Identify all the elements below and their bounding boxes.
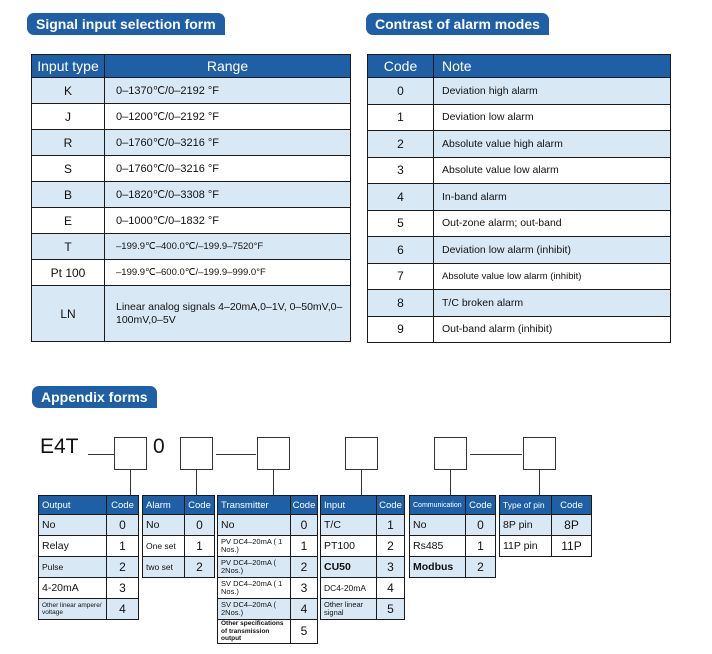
- communication-table: [409, 495, 496, 578]
- table-row: [143, 536, 215, 557]
- column-header: Type of pin: [500, 496, 552, 515]
- table-row: [500, 536, 592, 557]
- table-row: [368, 104, 671, 131]
- option-cell: SV DC4–20mA ( 1 Nos.): [218, 578, 291, 599]
- code-cell: 4: [107, 599, 139, 620]
- code-cell: 1: [107, 536, 139, 557]
- connector-line: [361, 470, 362, 495]
- code-cell: 3: [377, 557, 405, 578]
- option-cell: T/C: [321, 515, 377, 536]
- signal-section-title: Signal input selection form: [27, 13, 225, 35]
- connector-line: [130, 470, 131, 495]
- output-table: [38, 495, 139, 620]
- code-cell: 9: [368, 316, 434, 343]
- note-cell: Absolute value low alarm (inhibit): [434, 263, 671, 290]
- input-type-cell: R: [32, 130, 105, 156]
- column-header: Communication: [410, 496, 466, 515]
- table-row: [32, 130, 351, 156]
- note-cell: Out-band alarm (inhibit): [434, 316, 671, 343]
- column-header: Code: [377, 496, 405, 515]
- table-row: [368, 290, 671, 317]
- table-row: [410, 557, 496, 578]
- range-cell: 0–1760℃/0–3216 °F: [105, 130, 351, 156]
- range-cell: 0–1760℃/0–3216 °F: [105, 156, 351, 182]
- alarm-modes-table: [367, 54, 671, 343]
- code-box-transmitter: [257, 437, 290, 470]
- table-row: [32, 156, 351, 182]
- column-header: Note: [434, 55, 671, 78]
- appendix-section-title: Appendix forms: [32, 386, 157, 408]
- column-header: Alarm: [143, 496, 185, 515]
- table-row: [368, 184, 671, 211]
- pin-type-table: [499, 495, 592, 557]
- option-cell: PV DC4–20mA ( 1 Nos.): [218, 536, 291, 557]
- code-cell: 1: [466, 536, 496, 557]
- connector-line: [196, 470, 197, 495]
- code-cell: 0: [107, 515, 139, 536]
- column-header: Code: [552, 496, 592, 515]
- alarm-section-title: Contrast of alarm modes: [366, 13, 549, 35]
- table-row: [218, 620, 318, 644]
- column-header: Input: [321, 496, 377, 515]
- code-cell: 1: [185, 536, 215, 557]
- input-type-cell: S: [32, 156, 105, 182]
- table-row: [321, 557, 405, 578]
- table-row: [32, 104, 351, 130]
- note-cell: Deviation low alarm (inhibit): [434, 237, 671, 264]
- table-row: [321, 578, 405, 599]
- range-cell: 0–1000℃/0–1832 °F: [105, 208, 351, 234]
- table-row: [368, 316, 671, 343]
- code-cell: 5: [377, 599, 405, 620]
- code-cell: 8: [368, 290, 434, 317]
- code-cell: 4: [368, 184, 434, 211]
- table-row: [500, 515, 592, 536]
- range-cell: 0–1820℃/0–3308 °F: [105, 182, 351, 208]
- note-cell: In-band alarm: [434, 184, 671, 211]
- code-cell: 5: [368, 210, 434, 237]
- column-header: Transmitter: [218, 496, 291, 515]
- table-row: [218, 536, 318, 557]
- code-cell: 3: [291, 578, 318, 599]
- code-box-pin: [523, 437, 556, 470]
- code-box-output: [114, 437, 147, 470]
- option-cell: Relay: [39, 536, 107, 557]
- code-cell: 5: [291, 620, 318, 644]
- code-cell: 1: [377, 515, 405, 536]
- option-cell: 4-20mA: [39, 578, 107, 599]
- table-row: [39, 557, 139, 578]
- note-cell: T/C broken alarm: [434, 290, 671, 317]
- code-cell: 7: [368, 263, 434, 290]
- note-cell: Absolute value high alarm: [434, 131, 671, 158]
- table-row: [32, 286, 351, 342]
- table-row: [32, 78, 351, 104]
- transmitter-table: [217, 495, 318, 644]
- table-row: [32, 182, 351, 208]
- input-type-cell: T: [32, 234, 105, 260]
- table-row: [368, 237, 671, 264]
- table-row: [39, 599, 139, 620]
- option-cell: 11P pin: [500, 536, 552, 557]
- option-cell: two set: [143, 557, 185, 578]
- option-cell: SV DC4–20mA ( 2Nos.): [218, 599, 291, 620]
- table-row: [218, 599, 318, 620]
- table-row: [368, 210, 671, 237]
- table-row: [32, 260, 351, 286]
- option-cell: One set: [143, 536, 185, 557]
- table-row: [410, 536, 496, 557]
- code-cell: 0: [185, 515, 215, 536]
- table-row: [368, 131, 671, 158]
- table-row: [143, 515, 215, 536]
- range-cell: Linear analog signals 4–20mA,0–1V, 0–50mV,0–100mV,0–5V: [105, 286, 351, 342]
- code-cell: 3: [368, 157, 434, 184]
- connector-line: [273, 470, 274, 495]
- option-cell: Rs485: [410, 536, 466, 557]
- note-cell: Out-zone alarm; out-band: [434, 210, 671, 237]
- input-table: [320, 495, 405, 620]
- table-row: [321, 599, 405, 620]
- code-cell: 2: [368, 131, 434, 158]
- alarm-option-table: [142, 495, 215, 578]
- code-cell: 1: [291, 536, 318, 557]
- table-row: [143, 557, 215, 578]
- option-cell: 8P pin: [500, 515, 552, 536]
- code-cell: 2: [291, 557, 318, 578]
- table-row: [32, 234, 351, 260]
- input-type-cell: K: [32, 78, 105, 104]
- input-type-cell: LN: [32, 286, 105, 342]
- code-box-communication: [434, 437, 467, 470]
- option-cell: Pulse: [39, 557, 107, 578]
- code-cell: 6: [368, 237, 434, 264]
- table-row: [321, 515, 405, 536]
- column-header: Code: [291, 496, 318, 515]
- connector-line: [450, 470, 451, 495]
- table-row: [321, 536, 405, 557]
- option-cell: No: [218, 515, 291, 536]
- range-cell: 0–1370℃/0–2192 °F: [105, 78, 351, 104]
- table-row: [218, 578, 318, 599]
- column-header: Code: [368, 55, 434, 78]
- option-cell: No: [143, 515, 185, 536]
- range-cell: –199.9℃–400.0℃/–199.9–7520°F: [105, 234, 351, 260]
- code-cell: 2: [185, 557, 215, 578]
- code-box-alarm: [180, 437, 213, 470]
- input-type-cell: J: [32, 104, 105, 130]
- code-cell: 2: [107, 557, 139, 578]
- note-cell: Deviation low alarm: [434, 104, 671, 131]
- option-cell: PV DC4–20mA ( 2Nos.): [218, 557, 291, 578]
- model-prefix: E4T: [40, 435, 79, 458]
- column-header: Code: [107, 496, 139, 515]
- input-type-cell: B: [32, 182, 105, 208]
- code-cell: 11P: [552, 536, 592, 557]
- code-cell: 3: [107, 578, 139, 599]
- option-cell: PT100: [321, 536, 377, 557]
- table-row: [218, 557, 318, 578]
- table-header-row: [368, 55, 671, 78]
- note-cell: Deviation high alarm: [434, 78, 671, 105]
- connector-line: [88, 454, 114, 455]
- connector-line: [216, 454, 256, 455]
- table-row: [410, 515, 496, 536]
- code-cell: 4: [377, 578, 405, 599]
- code-cell: 2: [377, 536, 405, 557]
- fixed-digit: 0: [153, 435, 165, 458]
- table-row: [39, 536, 139, 557]
- code-cell: 8P: [552, 515, 592, 536]
- option-cell: Other specifications of transmission output: [218, 620, 291, 644]
- signal-input-table: [31, 54, 351, 342]
- connector-line: [470, 454, 522, 455]
- range-cell: 0–1200℃/0–2192 °F: [105, 104, 351, 130]
- option-cell: No: [39, 515, 107, 536]
- table-row: [368, 263, 671, 290]
- code-cell: 4: [291, 599, 318, 620]
- column-header: Range: [105, 55, 351, 78]
- column-header: Code: [185, 496, 215, 515]
- input-type-cell: E: [32, 208, 105, 234]
- note-cell: Absolute value low alarm: [434, 157, 671, 184]
- table-row: [368, 78, 671, 105]
- table-row: [39, 515, 139, 536]
- column-header: Output: [39, 496, 107, 515]
- code-cell: 0: [466, 515, 496, 536]
- code-cell: 0: [368, 78, 434, 105]
- code-cell: 2: [466, 557, 496, 578]
- option-cell: No: [410, 515, 466, 536]
- column-header: Input type: [32, 55, 105, 78]
- range-cell: –199.9℃–600.0℃/–199.9–999.0°F: [105, 260, 351, 286]
- column-header: Code: [466, 496, 496, 515]
- connector-line: [539, 470, 540, 495]
- code-cell: 0: [291, 515, 318, 536]
- table-row: [368, 157, 671, 184]
- input-type-cell: Pt 100: [32, 260, 105, 286]
- code-box-input: [345, 437, 378, 470]
- table-row: [39, 578, 139, 599]
- option-cell: CU50: [321, 557, 377, 578]
- code-cell: 1: [368, 104, 434, 131]
- table-row: [32, 208, 351, 234]
- option-cell: DC4-20mA: [321, 578, 377, 599]
- option-cell: Other linear signal: [321, 599, 377, 620]
- table-header-row: [32, 55, 351, 78]
- option-cell: Modbus: [410, 557, 466, 578]
- table-row: [218, 515, 318, 536]
- option-cell: Other linear ampere/ voltage: [39, 599, 107, 620]
